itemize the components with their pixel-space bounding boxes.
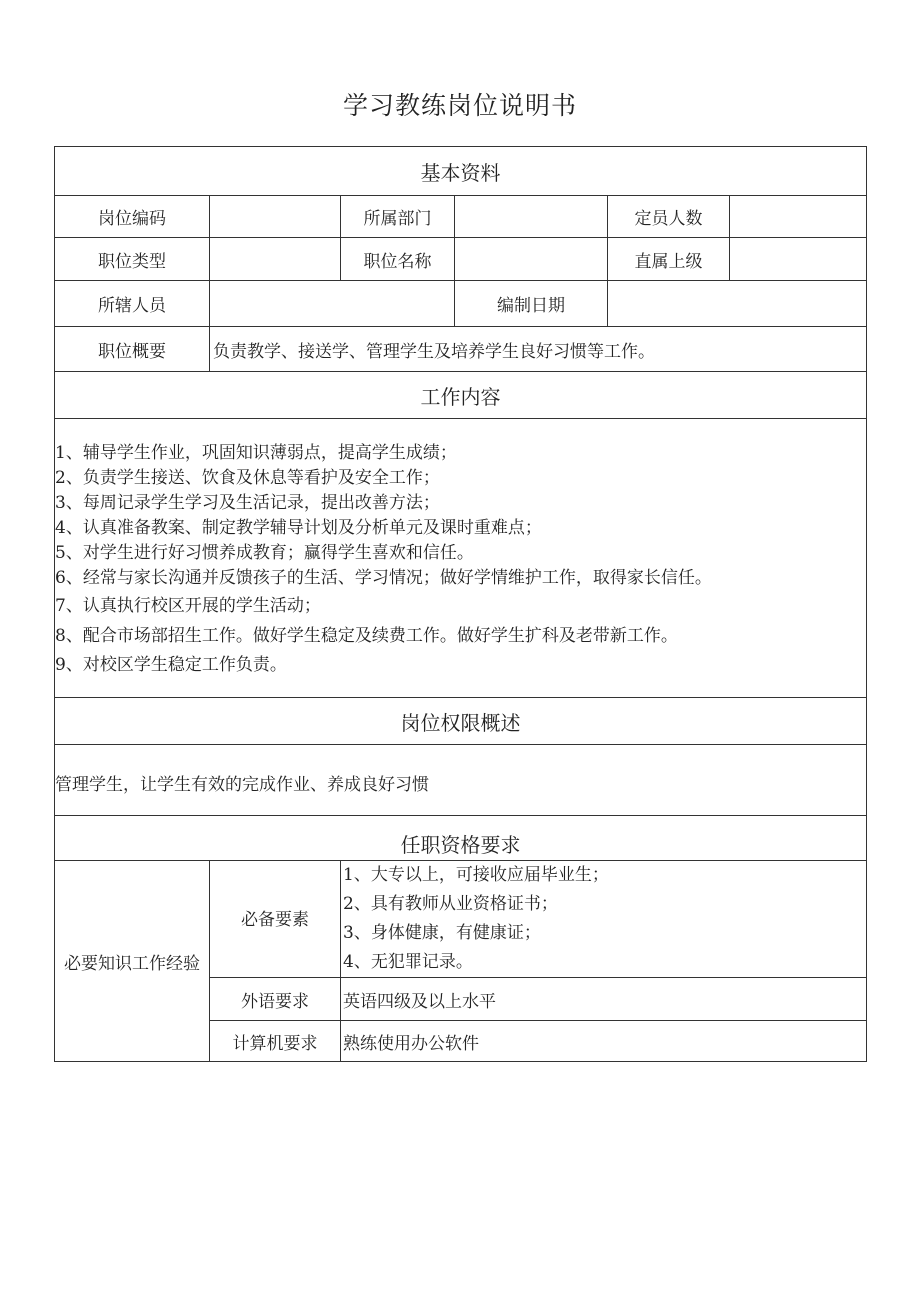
duties-row (55, 419, 867, 698)
required-item: 1、大专以上，可接收应届毕业生； (343, 865, 609, 885)
date-value (608, 281, 867, 327)
duties-header: 工作内容 (55, 372, 867, 419)
duty-item: 4、认真准备教案、制定教学辅导计划及分析单元及课时重难点； (55, 518, 542, 538)
duty-item: 8、配合市场部招生工作。做好学生稳定及续费工作。做好学生扩科及老带新工作。 (55, 626, 678, 646)
duties-list (55, 419, 867, 698)
subordinates-label: 所辖人员 (55, 281, 210, 327)
position-code-value (210, 196, 341, 238)
authority-row (55, 745, 867, 816)
required-item: 4、无犯罪记录。 (343, 952, 473, 972)
document-title: 学习教练岗位说明书 (342, 91, 577, 120)
summary-label: 职位概要 (55, 327, 210, 372)
duty-item: 1、辅导学生作业，巩固知识薄弱点，提高学生成绩； (55, 443, 457, 463)
basic-info-header: 基本资料 (55, 147, 867, 196)
supervisor-label: 直属上级 (608, 238, 730, 281)
headcount-label: 定员人数 (608, 196, 730, 238)
qualifications-row-required (55, 861, 867, 978)
duty-item: 9、对校区学生稳定工作负责。 (55, 655, 287, 675)
required-item: 3、身体健康，有健康证； (343, 923, 541, 943)
duty-item: 7、认真执行校区开展的学生活动； (55, 596, 321, 616)
language-value: 英语四级及以上水平 (341, 978, 867, 1021)
computer-label: 计算机要求 (210, 1021, 341, 1062)
duty-item: 3、每周记录学生学习及生活记录，提出改善方法； (55, 493, 440, 513)
position-type-value (210, 238, 341, 281)
job-description-table (54, 146, 867, 1062)
required-item: 2、具有教师从业资格证书； (343, 894, 558, 914)
position-type-label: 职位类型 (55, 238, 210, 281)
qualifications-header: 任职资格要求 (55, 816, 867, 861)
duty-item: 5、对学生进行好习惯养成教育；赢得学生喜欢和信任。 (55, 543, 474, 563)
department-value (455, 196, 608, 238)
basic-info-row-4 (55, 327, 867, 372)
date-label: 编制日期 (455, 281, 608, 327)
computer-value: 熟练使用办公软件 (341, 1021, 867, 1062)
authority-text: 管理学生，让学生有效的完成作业、养成良好习惯 (55, 745, 867, 816)
authority-header-row (55, 698, 867, 745)
language-label: 外语要求 (210, 978, 341, 1021)
duty-item: 6、经常与家长沟通并反馈孩子的生活、学习情况；做好学情维护工作，取得家长信任。 (55, 568, 712, 588)
basic-info-row-3 (55, 281, 867, 327)
subordinates-value (210, 281, 455, 327)
basic-info-header-row (55, 147, 867, 196)
basic-info-row-2 (55, 238, 867, 281)
supervisor-value (730, 238, 867, 281)
department-label: 所属部门 (341, 196, 455, 238)
position-name-value (455, 238, 608, 281)
required-label: 必备要素 (210, 861, 341, 978)
qualifications-group-label: 必要知识工作经验 (55, 861, 210, 1062)
duty-item: 2、负责学生接送、饮食及休息等看护及安全工作； (55, 468, 440, 488)
headcount-value (730, 196, 867, 238)
duties-header-row (55, 372, 867, 419)
authority-header: 岗位权限概述 (55, 698, 867, 745)
qualifications-header-row (55, 816, 867, 861)
required-items (341, 861, 867, 978)
position-code-label: 岗位编码 (55, 196, 210, 238)
basic-info-row-1 (55, 196, 867, 238)
summary-value: 负责教学、接送学、管理学生及培养学生良好习惯等工作。 (210, 327, 867, 372)
position-name-label: 职位名称 (341, 238, 455, 281)
